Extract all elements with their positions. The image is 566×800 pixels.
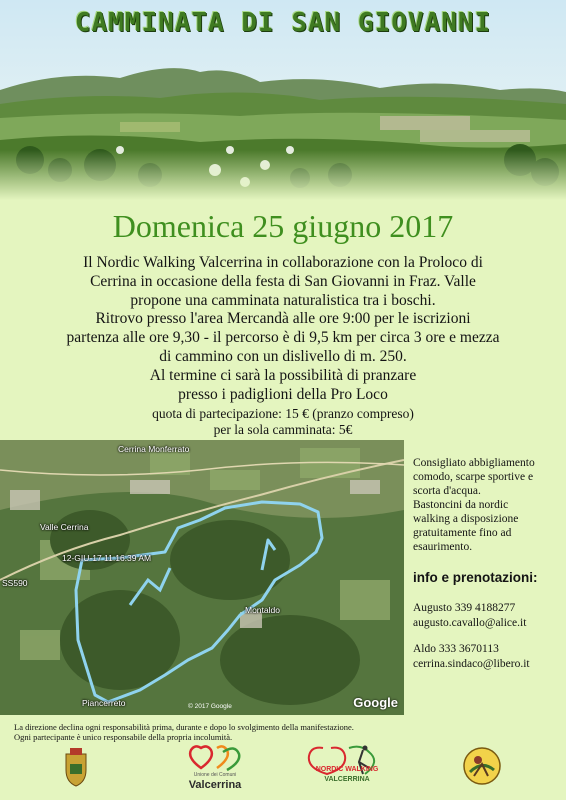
disclaimer-line: Ogni partecipante è unico responsabile della propria incolumità. [14, 732, 233, 742]
pro-loco-logo [462, 746, 502, 786]
valcerrina-logo-subtitle: Unione dei Comuni [193, 772, 237, 778]
advice-line: Consigliato abbigliamento [413, 457, 535, 469]
nordic-walking-logo-subtext: VALCERRINA [324, 776, 370, 783]
map-label-cerrina-monferrato: Cerrina Monferrato [118, 444, 190, 454]
map-label-road-number: SS590 [2, 578, 28, 588]
nordic-walking-logo-text: NORDIC WALKING [315, 766, 379, 773]
google-logo: Google [353, 695, 398, 710]
contact-augusto [413, 601, 563, 631]
route-map [0, 440, 404, 715]
intro-line: partenza alle ore 9,30 - il percorso è di 9,5 km per circa 3 ore e mezza [66, 329, 500, 347]
nordic-walking-valcerrina-logo [303, 744, 391, 794]
contact-email[interactable]: cerrina.sindaco@libero.it [413, 658, 530, 670]
map-label-piancerreto: Piancerreto [82, 698, 126, 708]
advice-line: gratuitamente fino ad [413, 527, 512, 539]
intro-line: Il Nordic Walking Valcerrina in collaborazione con la Proloco di [83, 254, 483, 271]
advice-line: walking a disposizione [413, 513, 519, 525]
cerrina-coat-of-arms-logo [62, 748, 90, 788]
intro-line: Cerrina in occasione della festa di San Giovanni in Fraz. Valle [90, 272, 476, 290]
fee-line: per la sola camminata: 5€ [213, 421, 353, 437]
contact-phone: Aldo 333 3670113 [413, 643, 499, 655]
fee-info [20, 406, 546, 437]
contact-aldo [413, 642, 563, 672]
intro-line: presso i padiglioni della Pro Loco [178, 385, 388, 403]
event-description [20, 254, 546, 404]
valcerrina-union-logo [183, 744, 247, 796]
banner-title: CAMMINATA DI SAN GIOVANNI [74, 8, 492, 38]
contact-phone: Augusto 339 4188277 [413, 602, 516, 614]
intro-line: propone una camminata naturalistica tra i boschi. [130, 291, 436, 309]
event-date-title: Domenica 25 giugno 2017 [112, 208, 454, 244]
map-timestamp: 12-GIU-17 11:16:39 AM [62, 553, 152, 563]
map-label-valle-cerrina: Valle Cerrina [40, 522, 89, 532]
valcerrina-logo-name: Valcerrina [188, 779, 242, 791]
intro-line: Al termine ci sarà la possibilità di pranzare [149, 366, 417, 384]
advice-line: Bastoncini da nordic [413, 499, 509, 511]
disclaimer-line: La direzione declina ogni responsabilità prima, durante e dopo lo svolgimento della manifestazione. [14, 722, 354, 732]
advice-line: scorta d'acqua. [413, 485, 481, 497]
intro-line: di cammino con un dislivello di m. 250. [159, 347, 407, 365]
banner-photo [0, 0, 566, 200]
advice-line: comodo, scarpe sportive e [413, 471, 534, 483]
fee-line: quota di partecipazione: 15 € (pranzo compreso) [152, 406, 414, 421]
intro-line: Ritrovo presso l'area Mercandà alle ore 9:00 per le iscrizioni [95, 310, 471, 328]
map-label-montaldo: Montaldo [245, 605, 280, 615]
map-copyright: © 2017 Google [188, 703, 232, 710]
advice-line: esaurimento. [413, 541, 473, 553]
satellite-map-image [0, 440, 404, 715]
disclaimer [14, 722, 554, 742]
advice-text [413, 456, 555, 554]
info-heading: info e prenotazioni: [413, 570, 538, 585]
contact-email[interactable]: augusto.cavallo@alice.it [413, 617, 527, 629]
